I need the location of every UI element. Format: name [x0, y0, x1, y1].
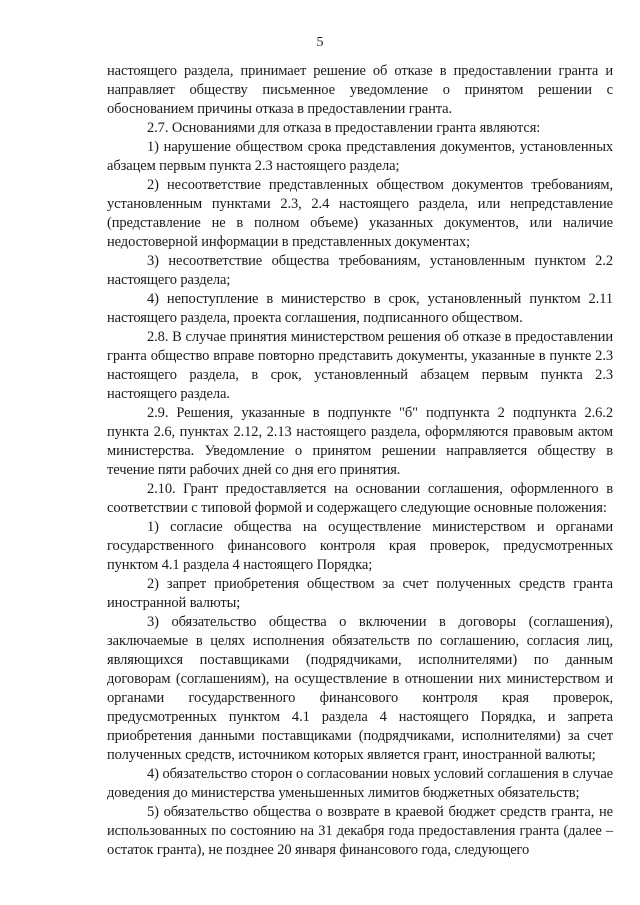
list-item-2-7-2: 2) несоответствие представленных обществом документов требованиям, установленным пунктами 2.3, 2.4 настоящего раздела, или непредставление (представление не в полном объеме) указанных документов, или наличие недостоверной информации в представленных документах; [107, 177, 613, 250]
list-item-2-7-4: 4) непоступление в министерство в срок, установленный пунктом 2.11 настоящего раздела, проекта соглашения, подписанного обществом. [107, 291, 613, 326]
list-item-2-10-1: 1) согласие общества на осуществление министерством и органами государственного финансового контроля края проверок, предусмотренных пунктом 4.1 раздела 4 настоящего Порядка; [107, 519, 613, 573]
list-item-2-10-3: 3) обязательство общества о включении в договоры (соглашения), заключаемые в целях исполнения обязательств по соглашению, согласия лиц, являющихся поставщиками (подрядчиками, исполнителями) по данным договорам (соглашениям), на осуществление в отношении них министерством и органами государственного финансового контроля края проверок, предусмотренных пунктом 4.1 раздела 4 настоящего Порядка, и запрета приобретения данными поставщиками (подрядчиками, исполнителями) за счет полученных средств, источником которых является грант, иностранной валюты; [107, 614, 613, 763]
paragraph-2-9: 2.9. Решения, указанные в подпункте "б" подпункта 2 подпункта 2.6.2 пункта 2.6, пунктах 2.12, 2.13 настоящего раздела, оформляются правовым актом министерства. Уведомление о принятом решении направляется обществу в течение пяти рабочих дней со дня его принятия. [107, 405, 613, 478]
list-item-2-7-1: 1) нарушение обществом срока представления документов, установленных абзацем первым пункта 2.3 настоящего раздела; [107, 139, 613, 174]
paragraph-2-10: 2.10. Грант предоставляется на основании соглашения, оформленного в соответствии с типовой формой и содержащего следующие основные положения: [107, 481, 613, 516]
paragraph-2-7: 2.7. Основаниями для отказа в предоставлении гранта являются: [147, 120, 541, 136]
document-body [107, 62, 613, 860]
page-number: 5 [316, 35, 324, 50]
list-item-2-10-4: 4) обязательство сторон о согласовании новых условий соглашения в случае доведения до министерства уменьшенных лимитов бюджетных обязательств; [107, 766, 613, 801]
paragraph-2-8: 2.8. В случае принятия министерством решения об отказе в предоставлении гранта общество вправе повторно представить документы, указанные в пункте 2.3 настоящего раздела, в срок, установленный абзацем первым пункта 2.3 настоящего раздела. [107, 329, 613, 402]
list-item-2-10-5: 5) обязательство общества о возврате в краевой бюджет средств гранта, не использованных по состоянию на 31 декабря года предоставления гранта (далее – остаток гранта), не позднее 20 января финансового года, следующего [107, 804, 613, 858]
list-item-2-7-3: 3) несоответствие общества требованиям, установленным пунктом 2.2 настоящего раздела; [107, 253, 613, 288]
list-item-2-10-2: 2) запрет приобретения обществом за счет полученных средств гранта иностранной валюты; [107, 576, 613, 611]
paragraph-continuation: настоящего раздела, принимает решение об отказе в предоставлении гранта и направляет обществу письменное уведомление о принятом решении с обоснованием причины отказа в предоставлении гранта. [107, 63, 613, 117]
